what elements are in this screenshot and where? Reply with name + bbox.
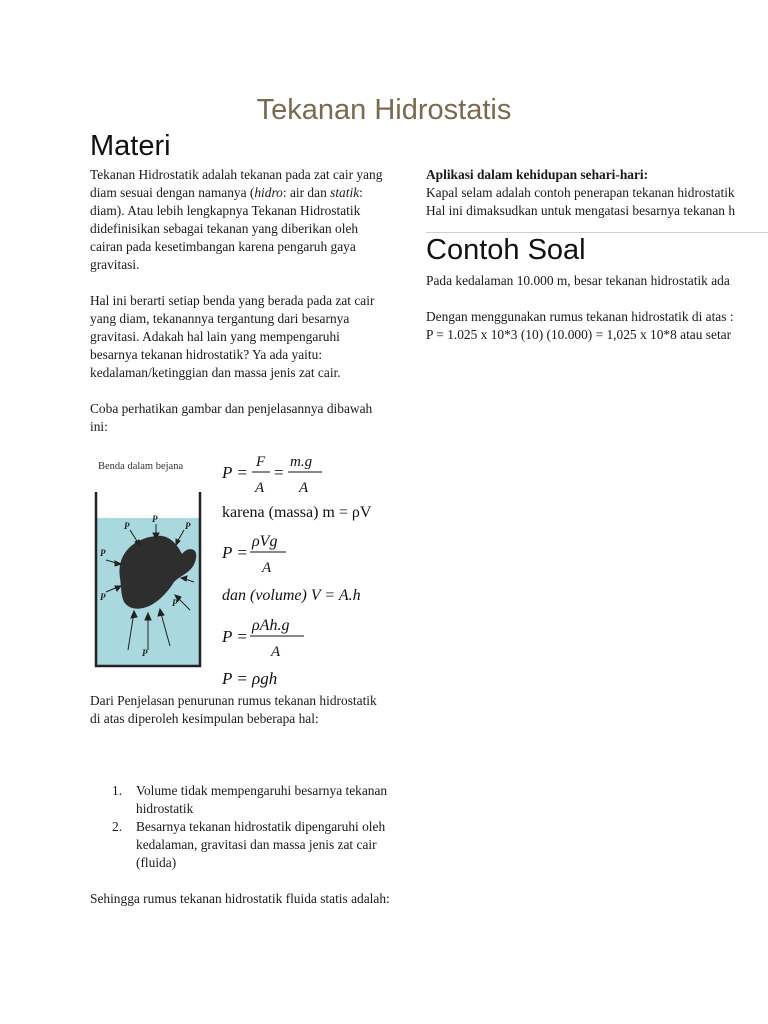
list-item bbox=[112, 782, 392, 818]
aplikasi-line-1: Kapal selam adalah contoh penerapan tekanan hidrostatik bbox=[426, 185, 735, 200]
arrow-label: P bbox=[100, 592, 106, 602]
arrow-label: P bbox=[172, 598, 178, 608]
arrow-label: P bbox=[100, 548, 106, 558]
eq1-lhs: P = bbox=[222, 463, 248, 482]
list-text: Volume tidak mempengaruhi besarnya tekanan hidrostatik bbox=[136, 783, 388, 816]
aplikasi-line-2: Hal ini dimaksudkan untuk mengatasi besarnya tekanan h bbox=[426, 203, 736, 218]
eq1-num-f: F bbox=[256, 454, 266, 470]
eq1-den-a: A bbox=[255, 480, 265, 496]
p1-part-a: Tekanan Hidrostatik adalah tekanan pada zat cair yang diam sesuai dengan namanya ( bbox=[90, 167, 383, 200]
list-item bbox=[112, 818, 392, 872]
page-title: Tekanan Hidrostatis bbox=[256, 94, 512, 126]
eq6: P = ρgh bbox=[222, 669, 278, 688]
list-text: Besarnya tekanan hidrostatik dipengaruhi oleh kedalaman, gravitasi dan massa jenis zat cair (fluida) bbox=[136, 819, 386, 870]
eq3-den: A bbox=[262, 560, 272, 576]
eq1-eq: = bbox=[274, 463, 284, 482]
list-number: 1. bbox=[112, 783, 123, 798]
eq5-den: A bbox=[271, 644, 281, 660]
conclusion-list bbox=[112, 782, 392, 872]
materi-paragraph-3: Coba perhatikan gambar dan penjelasannya dibawah ini: bbox=[90, 401, 373, 434]
eq3-num: ρVg bbox=[252, 533, 278, 550]
materi-text bbox=[90, 166, 390, 454]
materi-paragraph-4: Dari Penjelasan penurunan rumus tekanan hidrostatik di atas diperoleh kesimpulan beberapa hal: bbox=[90, 693, 377, 726]
contoh-line-1: Pada kedalaman 10.000 m, besar tekanan hidrostatik ada bbox=[426, 273, 730, 288]
contoh-soal-text bbox=[426, 272, 768, 344]
eq5-lhs: P = bbox=[222, 627, 248, 646]
section-divider bbox=[426, 232, 768, 233]
section-heading-materi: Materi bbox=[90, 130, 171, 162]
p1-part-b: : air dan bbox=[282, 185, 331, 200]
contoh-line-3: P = 1.025 x 10*3 (10) (10.000) = 1,025 x 10*8 atau setar bbox=[426, 327, 732, 342]
arrow-label: P bbox=[124, 521, 130, 531]
section-heading-contoh-soal: Contoh Soal bbox=[426, 234, 586, 266]
equations bbox=[221, 454, 372, 688]
eq2: karena (massa) m = ρV bbox=[222, 504, 372, 521]
eq4: dan (volume) V = A.h bbox=[222, 587, 361, 604]
p1-italic-statik: statik bbox=[330, 185, 360, 200]
aplikasi-section bbox=[426, 166, 768, 220]
aplikasi-heading: Aplikasi dalam kehidupan sehari-hari: bbox=[426, 167, 649, 182]
materi-conclusion-intro bbox=[90, 692, 390, 728]
eq3-lhs: P = bbox=[222, 543, 248, 562]
materi-paragraph-1 bbox=[90, 166, 390, 274]
materi-paragraph-2: Hal ini berarti setiap benda yang berada pada zat cair yang diam, tekanannya tergantung dari besarnya gravitasi. Adakah hal lain yang mempengaruhi besarnya tekanan hidrostatik? Ya ada yaitu: kedalaman/ketinggian dan massa jenis zat cair. bbox=[90, 293, 375, 380]
materi-paragraph-5: Sehingga rumus tekanan hidrostatik fluida statis adalah: bbox=[90, 891, 390, 906]
list-number: 2. bbox=[112, 819, 123, 834]
eq1-den-a2: A bbox=[299, 480, 309, 496]
p1-italic-hidro: hidro bbox=[254, 185, 283, 200]
arrow-label: P bbox=[152, 514, 158, 524]
arrow-label: P bbox=[185, 521, 191, 531]
eq5-num: ρAh.g bbox=[252, 617, 290, 634]
arrow-label: P bbox=[142, 648, 148, 658]
hydrostatic-figure bbox=[90, 450, 400, 690]
figure-caption: Benda dalam bejana bbox=[98, 461, 184, 472]
eq1-num-mg: m.g bbox=[290, 454, 313, 470]
p1-part-c: : diam). Atau lebih lengkapnya Tekanan Hidrostatik didefinisikan sebagai tekanan yang diberikan oleh cairan pada kesetimbangan karena pengaruh gaya gravitasi. bbox=[90, 185, 363, 272]
contoh-line-2: Dengan menggunakan rumus tekanan hidrostatik di atas : bbox=[426, 309, 734, 324]
